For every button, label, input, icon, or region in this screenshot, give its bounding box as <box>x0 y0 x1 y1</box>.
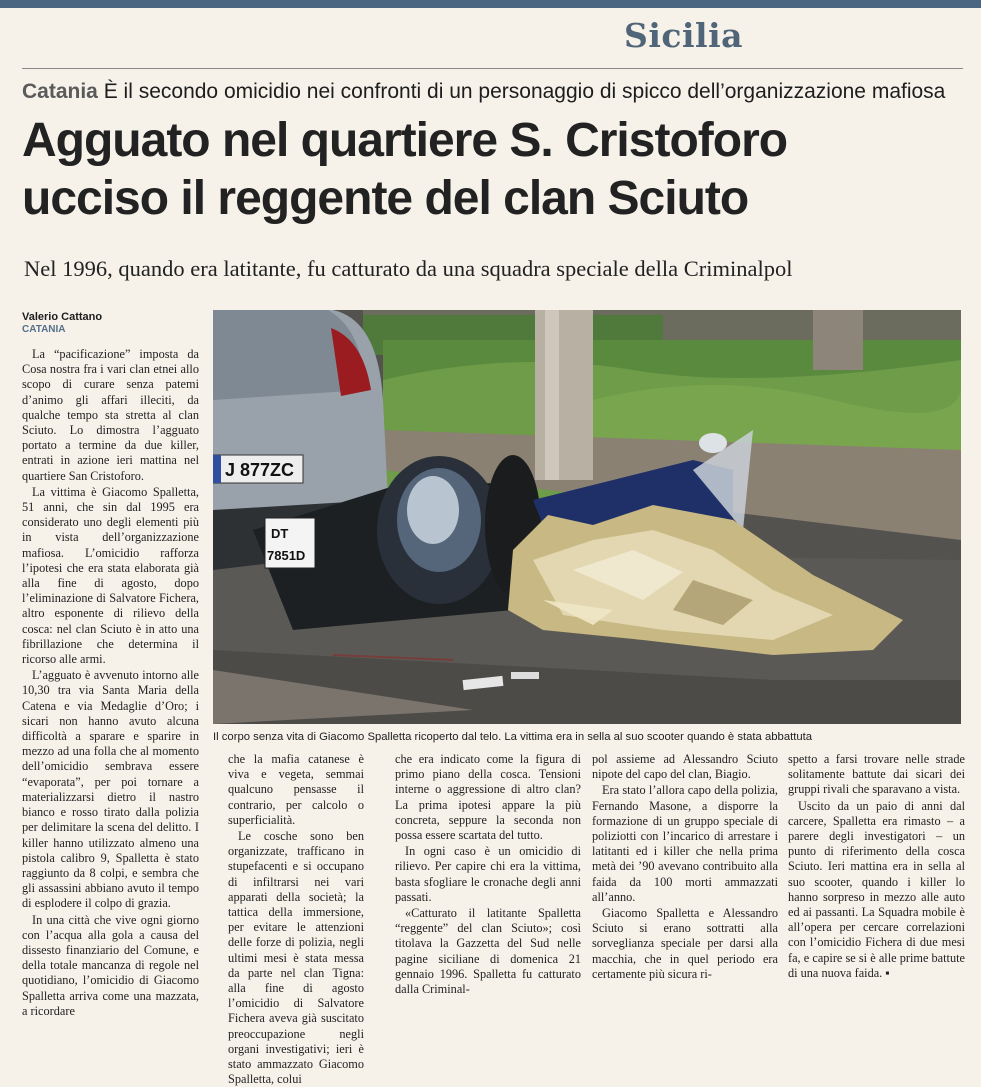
kicker <box>22 80 945 104</box>
article-column-1 <box>22 347 199 1019</box>
paragraph: In una città che vive ogni giorno con l’acqua alla gola a causa del dissesto finanziario del Comune, e della totale mancanza di regole nel quotidiano, l’omicidio di Giacomo Spalletta arriva come una mazzata, a ricordare <box>22 912 199 1018</box>
paragraph: La vittima è Giacomo Spalletta, 51 anni, che sin dal 1995 era considerato uno degli elementi più in vista dell’organizzazione mafiosa. L’omicidio rafforza l’ipotesi che era stata elaborata già alla fine di agosto, dopo l’eliminazione di Salvatore Fichera, altro esponente di rilievo della cosca: nel clan Sciuto è in atto una fibrillazione che determina il ricorso alle armi. <box>22 484 199 667</box>
article-column-5 <box>788 752 965 981</box>
paragraph: Le cosche sono ben organizzate, trafficano in stupefacenti e si occupano di infiltrarsi nei vari apparati della società; la tattica della immersione, per evitare le attenzioni delle forze di polizia, negli ultimi mesi è stata messa da parte nel clan Tigna: alla fine di agosto l’omicidio di Salvatore Fichera aveva già suscitato preoccupazione negli organi investigativi; ieri è stato ammazzato Giacomo Spalletta, colui <box>228 829 364 1087</box>
article-column-4 <box>592 752 778 982</box>
byline <box>22 311 102 335</box>
paragraph: In ogni caso è un omicidio di rilievo. Per capire chi era la vittima, basta sfogliare le cronache degli anni passati. <box>395 844 581 904</box>
byline-author: Valerio Cattano <box>22 311 103 323</box>
article-column-2 <box>228 752 364 1087</box>
paragraph: pol assieme ad Alessandro Sciuto nipote del capo del clan, Biagio. <box>592 752 778 782</box>
photo-caption: Il corpo senza vita di Giacomo Spalletta ricoperto dal telo. La vittima era in sella al suo scooter quando è stata abbattuta <box>213 731 813 743</box>
kicker-place: Catania <box>22 80 98 103</box>
headline <box>22 112 787 228</box>
scooter-plate-bottom: 7851D <box>267 548 306 563</box>
byline-city: CATANIA <box>22 324 66 335</box>
article-column-3 <box>395 752 581 997</box>
headline-line-2: ucciso il reggente del clan Sciuto <box>22 172 749 225</box>
subheadline: Nel 1996, quando era latitante, fu catturato da una squadra speciale della Criminalpol <box>24 256 793 281</box>
paragraph: che era indicato come la figura di primo piano della cosca. Tensioni interne o aggressione di altro clan? La prima ipotesi appare la più concreta, seppure la seconda non possa essere scartata del tutto. <box>395 752 581 843</box>
paragraph: Era stato l’allora capo della polizia, Fernando Masone, a disporre la formazione di un gruppo speciale di poliziotti con l’incarico di arrestare i latitanti ed i killer che nella prima metà dei ’90 avevano contribuito alla faida da 100 morti ammazzati all’anno. <box>592 783 778 904</box>
paragraph: La “pacificazione” imposta da Cosa nostra fra i vari clan etnei allo scopo di curare senza patemi d’animo gli affari illeciti, da qualche tempo sta stretta al clan Sciuto. Lo dimostra l’agguato portato a termine da due killer, entrati in azione ieri mattina nel quartiere San Cristoforo. <box>22 347 199 483</box>
kicker-text: È il secondo omicidio nei confronti di un personaggio di spicco dell’organizzazione mafiosa <box>103 80 946 103</box>
paragraph: che la mafia catanese è viva e vegeta, semmai qualcuno pensasse il contrario, per calcolo o superficialità. <box>228 752 364 827</box>
news-photo <box>213 310 961 724</box>
paragraph: spetto a farsi trovare nelle strade solitamente battute dai sicari dei gruppi rivali che sparavano a vista. <box>788 752 965 797</box>
header-rule <box>22 68 963 69</box>
car-plate-text: J 877ZC <box>225 460 295 480</box>
crime-scene-photo <box>213 310 961 724</box>
paragraph: Giacomo Spalletta e Alessandro Sciuto si erano sottratti alla sorveglianza speciale per darsi alla macchia, che in quel periodo era certamente più sicura ri- <box>592 906 778 981</box>
paragraph: L’agguato è avvenuto intorno alle 10,30 tra via Santa Maria della Catena e via Medaglie d’Oro; i sicari non hanno avuto alcuna difficoltà a sparare e sparire in mezzo ad una folla che al momento dell’omicidio sembrava essere “evaporata”, per poi tornare a materializzarsi dietro il nastro bianco e rosso tirato dalla polizia per delimitare la scena del delitto. I killer hanno utilizzato almeno una pistola calibro 9, Spalletta è stato raggiunto da 8 colpi, e sembra che gli assassini abbiano avuto il tempo di esplodere il colpo di grazia. <box>22 668 199 911</box>
scooter-plate-top: DT <box>271 526 289 541</box>
paragraph: «Catturato il latitante Spalletta “reggente” del clan Sciuto»; così titolava la Gazzetta del Sud nelle pagine siciliane di domenica 21 gennaio 1996. Spalletta fu catturato dalla Criminal- <box>395 906 581 997</box>
paragraph: Uscito da un paio di anni dal carcere, Spalletta era rimasto – a parere degli investigatori – un punto di riferimento della cosca Sciuto. Ieri mattina era in sella al suo scooter, quando i killer lo hanno sorpreso in mezzo alle auto ed ai passanti. La Squadra mobile è all’opera per cercare correlazioni con l’omicidio Fichera di due mesi fa, e capire se si è alle prime battute di una nuova faida. ▪ <box>788 798 965 980</box>
headline-line-1: Agguato nel quartiere S. Cristoforo <box>22 114 788 167</box>
top-color-bar <box>0 0 981 8</box>
section-title: Sicilia <box>624 16 743 55</box>
